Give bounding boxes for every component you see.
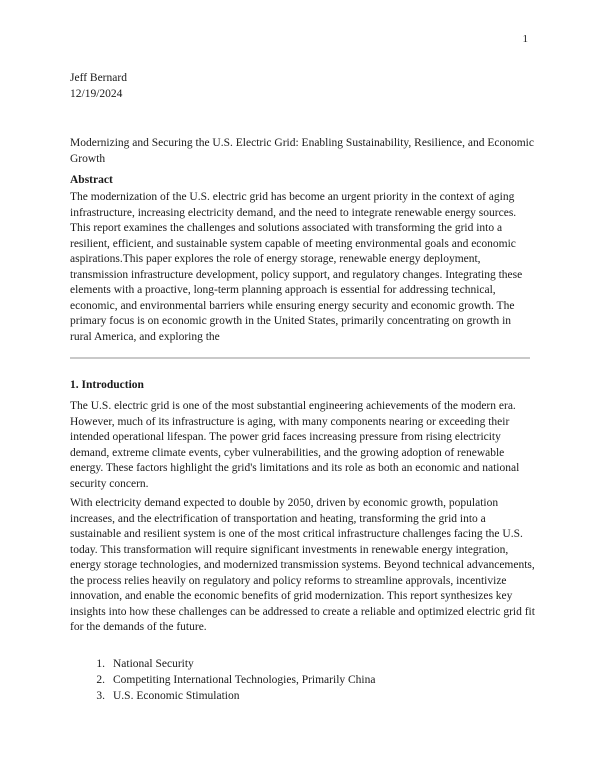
author-name: Jeff Bernard xyxy=(70,72,127,84)
list-item-number: 2. xyxy=(96,674,105,686)
list-item-number: 3. xyxy=(96,690,105,702)
list-item-text: National Security xyxy=(113,658,194,670)
page-number: 1 xyxy=(522,33,528,45)
list-item xyxy=(70,688,375,704)
abstract-text: The modernization of the U.S. electric grid has become an urgent priority in the context of aging infrastructure, increasing electricity demand, and the need to integrate renewable energy sources. This report examines the challenges and solutions associated with transforming the grid into a resilient, efficient, and sustainable system capable of meeting environmental goals and economic aspirations.This paper explores the role of energy storage, renewable energy deployment, transmission infrastructure development, policy support, and regulatory changes. Integrating these elements with a proactive, long-term planning approach is essential for addressing technical, economic, and environmental barriers while ensuring energy security and economic growth. The primary focus is on economic growth in the United States, primarily concentrating on growth in rural America, and exploring the xyxy=(70,191,523,343)
list-item-number: 1. xyxy=(96,658,105,670)
introduction-paragraph-2: With electricity demand expected to double by 2050, driven by economic growth, population increases, and the electrification of transportation and heating, transforming the grid into a sustainable and resilient system is one of the most critical infrastructure challenges facing the U.S. today. This transformation will require significant investments in renewable energy integration, energy storage technologies, and modernized transmission systems. Beyond technical advancements, the process relies heavily on regulatory and policy reforms to streamline approvals, incentivize innovation, and enable the economic benefits of grid modernization. This report synthesizes key insights into how these challenges can be addressed to create a reliable and optimized electric grid fit for the demands of the future. xyxy=(70,497,535,633)
author-date: 12/19/2024 xyxy=(70,88,123,100)
list-item xyxy=(70,656,375,672)
list-item-text: U.S. Economic Stimulation xyxy=(113,690,240,702)
list-item xyxy=(70,672,375,688)
abstract-heading: Abstract xyxy=(70,174,113,186)
introduction-heading: 1. Introduction xyxy=(70,379,144,391)
section-divider xyxy=(70,357,530,359)
numbered-list xyxy=(70,656,375,704)
introduction-paragraph-1: The U.S. electric grid is one of the most substantial engineering achievements of the modern era. However, much of its infrastructure is aging, with many components nearing or exceeding their intended operational lifespan. The power grid faces increasing pressure from rising electricity demand, extreme climate events, cyber vulnerabilities, and the growing adoption of renewable energy. These factors highlight the grid's limitations and its role as both an economic and national security concern. xyxy=(70,400,520,490)
author-block xyxy=(70,70,127,102)
list-item-text: Competiting International Technologies, Primarily China xyxy=(113,674,376,686)
paper-title: Modernizing and Securing the U.S. Electric Grid: Enabling Sustainability, Resilience, and Economic Growth xyxy=(70,137,534,165)
